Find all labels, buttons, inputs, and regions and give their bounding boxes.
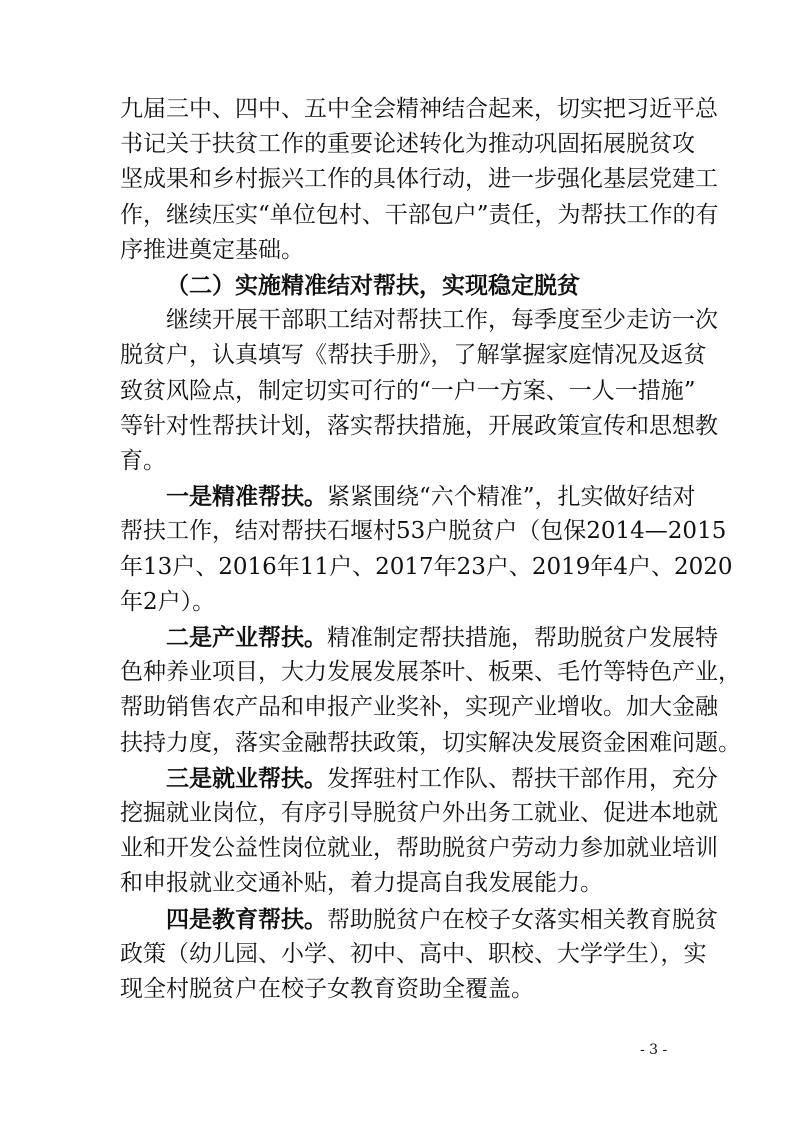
bold-lead: 四是教育帮扶。 [166,906,327,933]
text-line: 年2户）。 [120,589,216,615]
text-line: 书记关于扶贫工作的重要论述转化为推动巩固拓展脱贫攻 [120,131,695,157]
text-line: 帮助销售农产品和申报产业奖补，实现产业增收。加大金融 [120,694,718,720]
paragraph-first-line: 继续开展干部职工结对帮扶工作，每季度至少走访一次 [166,307,718,333]
paragraph-first-line [166,761,718,796]
text-line: 致贫风险点，制定切实可行的“一户一方案、一人一措施” [120,378,696,404]
bold-lead: 三是就业帮扶。 [166,765,327,792]
text-line: 色种养业项目，大力发展发展茶叶、板栗、毛竹等特色产业， [120,659,741,685]
text-line: 育。 [120,448,166,474]
section-heading: （二）实施精准结对帮扶，实现稳定脱贫 [166,272,580,299]
text-line: 年13户、2016年11户、2017年23户、2019年4户、2020 [120,554,733,580]
bold-lead: 二是产业帮扶。 [166,624,327,651]
text-line: 挖掘就业岗位，有序引导脱贫户外出务工就业、促进本地就 [120,800,718,826]
text-line: 序推进奠定基础。 [120,237,304,263]
lead-text: 帮助脱贫户在校子女落实相关教育脱贫 [327,907,718,933]
text-line: 业和开发公益性岗位就业，帮助脱贫户劳动力参加就业培训 [120,835,718,861]
text-line: 坚成果和乡村振兴工作的具体行动，进一步强化基层党建工 [120,166,718,192]
text-line: 作，继续压实“单位包村、干部包户”责任，为帮扶工作的有 [120,202,719,228]
paragraph-first-line [166,620,718,655]
paragraph-first-line [166,902,718,937]
lead-text: 紧紧围绕“六个精准”，扎实做好结对 [327,484,696,510]
text-line: 帮扶工作，结对帮扶石堰村53户脱贫户（包保2014—2015 [120,518,727,544]
text-line: 九届三中、四中、五中全会精神结合起来，切实把习近平总 [120,96,718,122]
page-number: - 3 - [640,1042,668,1058]
text-line: 和申报就业交通补贴，着力提高自我发展能力。 [120,870,603,896]
lead-text: 精准制定帮扶措施，帮助脱贫户发展特 [327,625,718,651]
text-line: 扶持力度，落实金融帮扶政策，切实解决发展资金困难问题。 [120,730,741,756]
lead-text: 发挥驻村工作队、帮扶干部作用，充分 [327,766,718,792]
text-line: 现全村脱贫户在校子女教育资助全覆盖。 [120,976,534,1002]
bold-lead: 一是精准帮扶。 [166,483,327,510]
paragraph-first-line [166,479,696,514]
text-line: 政策（幼儿园、小学、初中、高中、职校、大学学生），实 [120,941,707,967]
text-line: 脱贫户，认真填写《帮扶手册》，了解掌握家庭情况及返贫 [120,342,707,368]
text-line: 等针对性帮扶计划，落实帮扶措施，开展政策宣传和思想教 [120,413,718,439]
